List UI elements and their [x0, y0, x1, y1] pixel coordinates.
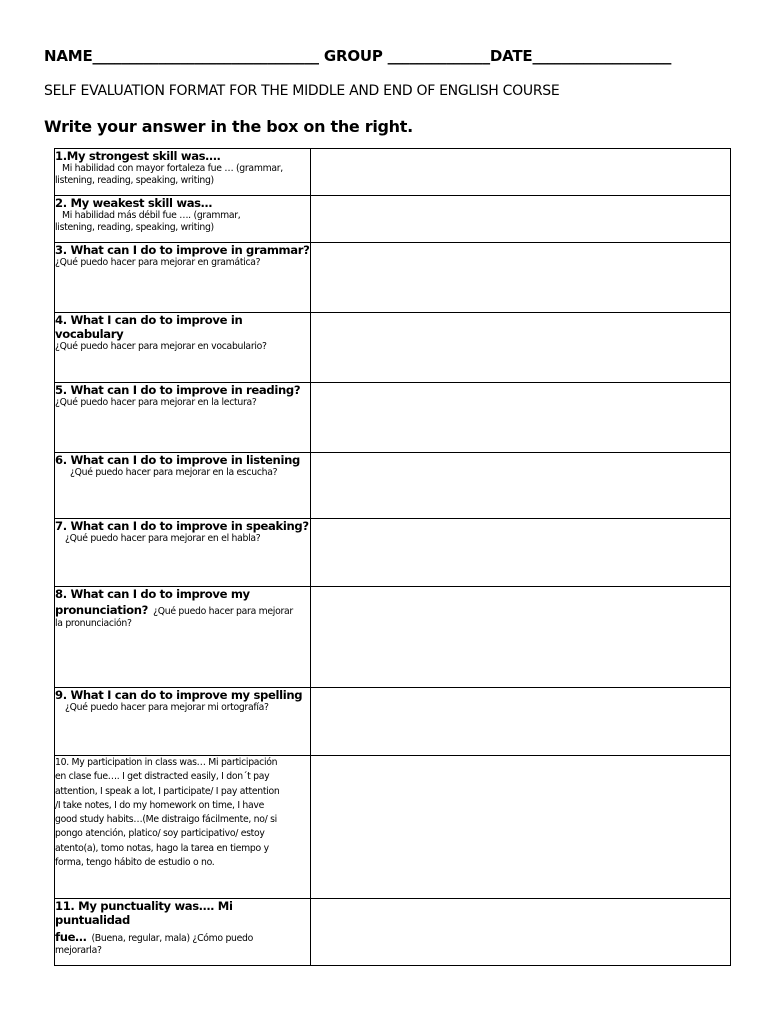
- question-translation: ¿Qué puedo hacer para mejorar en vocabulario?: [55, 341, 267, 352]
- answer-box[interactable]: [311, 688, 731, 756]
- question-translation: ¿Qué puedo hacer para mejorar en gramática?: [55, 257, 261, 268]
- question-cell: [55, 313, 311, 383]
- answer-box[interactable]: [311, 383, 731, 453]
- question-cell: [55, 899, 311, 966]
- table-row: [55, 196, 731, 243]
- table-row: [55, 383, 731, 453]
- answer-box[interactable]: [311, 149, 731, 196]
- question-cell: [55, 383, 311, 453]
- question-cell: [55, 196, 311, 243]
- self-evaluation-table: [54, 148, 731, 966]
- answer-box[interactable]: [311, 756, 731, 899]
- question-translation: Mi habilidad más débil fue …. (grammar,: [62, 210, 241, 221]
- table-row: [55, 519, 731, 587]
- question-translation: ¿Qué puedo hacer para mejorar en la lectura?: [55, 397, 257, 408]
- question-cell: [55, 149, 311, 196]
- answer-box[interactable]: [311, 899, 731, 966]
- question-text: forma, tengo hábito de estudio o no.: [55, 857, 215, 869]
- answer-box[interactable]: [311, 243, 731, 313]
- question-cell: [55, 453, 311, 519]
- question-cell: [55, 243, 311, 313]
- question-text: 8. What can I do to improve my: [55, 587, 250, 601]
- student-info-line[interactable]: NAME_______________________________ GROUP ______________DATE___________________: [44, 47, 672, 65]
- instruction-text: Write your answer in the box on the right.: [44, 117, 413, 136]
- question-translation: listening, reading, speaking, writing): [55, 174, 214, 186]
- question-text: 9. What I can do to improve my spelling: [55, 688, 303, 702]
- question-translation: mejorarla?: [55, 944, 102, 956]
- table-row: [55, 899, 731, 966]
- question-text: 4. What I can do to improve in vocabulary: [55, 313, 243, 341]
- question-translation: la pronunciación?: [55, 617, 132, 629]
- question-translation: ¿Qué puedo hacer para mejorar: [153, 606, 293, 617]
- question-text: 1.My strongest skill was….: [55, 149, 221, 163]
- answer-box[interactable]: [311, 196, 731, 243]
- question-text-continued: [55, 927, 310, 945]
- question-translation: ¿Qué puedo hacer para mejorar en el habla?: [65, 533, 261, 544]
- question-text: good study habits…(Me distraigo fácilmente, no/ si: [55, 814, 277, 826]
- question-cell: [55, 756, 311, 899]
- question-cell: [55, 519, 311, 587]
- table-row: [55, 756, 731, 899]
- question-translation: listening, reading, speaking, writing): [55, 221, 214, 233]
- table-row: [55, 313, 731, 383]
- question-translation: Mi habilidad con mayor fortaleza fue … (grammar,: [62, 163, 283, 174]
- question-translation: ¿Qué puedo hacer para mejorar en la escucha?: [70, 467, 278, 478]
- question-text: 10. My participation in class was… Mi participación: [55, 757, 278, 768]
- table-row: [55, 149, 731, 196]
- question-cell: [55, 688, 311, 756]
- table-row: [55, 243, 731, 313]
- table-row: [55, 453, 731, 519]
- question-translation: (Buena, regular, mala) ¿Cómo puedo: [91, 933, 254, 944]
- question-text: pronunciation?: [55, 603, 148, 617]
- question-text: fue…: [55, 930, 87, 944]
- question-text: en clase fue…. I get distracted easily, I don´t pay: [55, 771, 270, 783]
- form-title: SELF EVALUATION FORMAT FOR THE MIDDLE AND END OF ENGLISH COURSE: [44, 83, 560, 99]
- question-translation: ¿Qué puedo hacer para mejorar mi ortografía?: [65, 702, 269, 713]
- answer-box[interactable]: [311, 519, 731, 587]
- table-row: [55, 587, 731, 688]
- question-text: /I take notes, I do my homework on time, I have: [55, 799, 265, 811]
- question-cell: [55, 587, 311, 688]
- question-text: pongo atención, platico/ soy participativo/ estoy: [55, 828, 265, 840]
- answer-box[interactable]: [311, 313, 731, 383]
- answer-box[interactable]: [311, 453, 731, 519]
- question-text: 2. My weakest skill was…: [55, 196, 212, 210]
- question-text: 7. What can I do to improve in speaking?: [55, 519, 309, 533]
- table-row: [55, 688, 731, 756]
- answer-box[interactable]: [311, 587, 731, 688]
- question-text: 11. My punctuality was…. Mi puntualidad: [55, 899, 233, 927]
- question-text: attention, I speak a lot, I participate/ I pay attention: [55, 785, 280, 797]
- question-text: 5. What can I do to improve in reading?: [55, 383, 301, 397]
- question-text-continued: [55, 601, 310, 618]
- question-text: atento(a), tomo notas, hago la tarea en tiempo y: [55, 842, 269, 854]
- question-text: 6. What can I do to improve in listening: [55, 453, 300, 467]
- question-text: 3. What can I do to improve in grammar?: [55, 243, 310, 257]
